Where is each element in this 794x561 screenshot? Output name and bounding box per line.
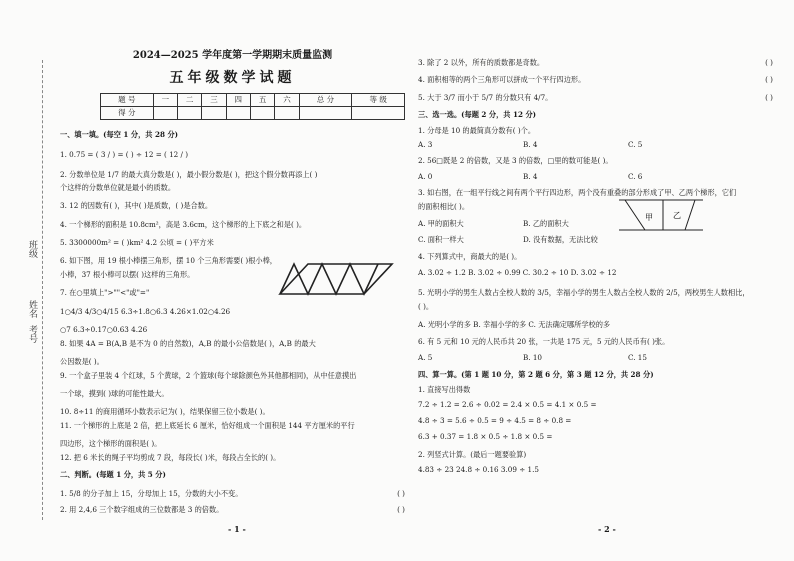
options: C. 面积一样大 D. 没有数据，无法比较	[418, 235, 598, 244]
section-heading: 二、判断。(每题 1 分，共 5 分)	[60, 470, 166, 479]
options: A. 5 B. 10 C. 15	[418, 353, 647, 362]
question: 1. 0.75 = ( 3 / ) = ( ) ÷ 12 = ( 12 / )	[60, 150, 189, 159]
question: 1○4/3 4/3○4/15 6.3÷1.8○6.3 4.26×1.02○4.26	[60, 307, 231, 316]
score-cell: 四	[226, 94, 250, 107]
score-cell: 六	[275, 94, 299, 107]
options: A. 0 B. 4 C. 6	[418, 172, 643, 181]
options: A. 3 B. 4 C. 5	[418, 140, 643, 149]
question: 5. 3300000m² = ( )km² 4.2 公顷 = ( )平方米	[60, 238, 214, 247]
question: 一个球，摸到( )球的可能性最大。	[60, 389, 169, 398]
calc-row: 4.83 ÷ 23 24.8 ÷ 0.16 3.09 ÷ 1.5	[418, 465, 539, 474]
sub-heading: 2. 列竖式计算。(最后一题要验算)	[418, 450, 527, 459]
score-cell: 二	[177, 94, 201, 107]
options: A. 光明小学的多 B. 幸福小学的多 C. 无法确定哪所学校的多	[418, 320, 611, 329]
label-yi: 乙	[673, 211, 681, 220]
answer-paren[interactable]: ( )	[397, 489, 405, 498]
calc-row: 7.2 ÷ 1.2 = 2.6 ÷ 0.02 = 2.4 × 0.5 = 4.1 × 0.5 =	[418, 400, 597, 409]
question: 2. 56□既是 2 的倍数，又是 3 的倍数，□里的数可能是( )。	[418, 156, 613, 165]
answer-paren[interactable]: ( )	[765, 58, 773, 67]
question: 3. 12 的因数有( )，其中( )是质数，( )是合数。	[60, 201, 213, 210]
question: 个这样的分数单位就是最小的质数。	[60, 183, 176, 192]
question: 6. 如下图，用 19 根小棒摆三角形，摆 10 个三角形需要( )根小棒，	[60, 256, 277, 265]
page-number-right: - 2 -	[598, 524, 616, 534]
question: 3. 除了 2 以外，所有的质数都是奇数。	[418, 58, 545, 67]
score-input[interactable]	[153, 107, 177, 120]
question: 5. 大于 3/7 而小于 5/7 的分数只有 4/7。	[418, 93, 553, 102]
section-heading: 四、算一算。(第 1 题 10 分，第 2 题 6 分，第 3 题 12 分，共 28 分)	[418, 370, 654, 379]
question-cont: ( )。	[418, 302, 434, 311]
answer-paren[interactable]: ( )	[397, 505, 405, 514]
score-table-header-row	[101, 94, 405, 107]
question: 2. 分数单位是 1/7 的最大真分数是( )，最小假分数是( )，把这个假分数再添上( )	[60, 170, 318, 179]
question: 4. 一个梯形的面积是 10.8cm²，高是 3.6cm，这个梯形的上下底之和是( )。	[60, 220, 307, 229]
score-cell: 题 号	[101, 94, 154, 107]
question-cont: 的面积相比( )。	[418, 202, 470, 211]
page-number-left: - 1 -	[228, 524, 246, 534]
score-input[interactable]	[177, 107, 201, 120]
question: 11. 一个梯形的上底是 2 倍，把上底延长 6 厘米，恰好组成一个面积是 144 平方厘米的平行	[60, 421, 355, 430]
answer-paren[interactable]: ( )	[765, 93, 773, 102]
question: 公因数是( )。	[60, 357, 104, 366]
question: 5. 光明小学的男生人数占全校人数的 3/5，幸福小学的男生人数占全校人数的 2/5，两校男生人数相比，	[418, 288, 750, 297]
question: 12. 把 6 米长的绳子平均剪成 7 段，每段长( )米，每段占全长的( )。	[60, 453, 281, 462]
trapezoid-figure	[615, 196, 707, 234]
exam-header: 2024—2025 学年度第一学期期末质量监测	[132, 50, 333, 61]
options: A. 甲的面积大 B. 乙的面积大	[418, 219, 569, 228]
score-cell: 得 分	[101, 107, 154, 120]
score-input[interactable]	[202, 107, 226, 120]
question: 2. 用 2,4,6 三个数字组成的三位数都是 3 的倍数。	[60, 505, 224, 514]
score-input[interactable]	[352, 107, 405, 120]
question: 4. 下列算式中，商最大的是( )。	[418, 252, 522, 261]
score-input[interactable]	[250, 107, 274, 120]
score-cell: 总 分	[299, 94, 352, 107]
binding-label-1: 班级	[27, 240, 37, 258]
calc-row: 6.3 + 0.37 = 1.8 × 0.5 ÷ 1.8 × 0.5 =	[418, 432, 553, 441]
question: ○7 6.3÷0.17○0.63 4.26	[60, 325, 148, 334]
score-cell: 五	[250, 94, 274, 107]
answer-paren[interactable]: ( )	[765, 75, 773, 84]
score-input[interactable]	[299, 107, 352, 120]
triangle-strip-figure	[260, 260, 400, 298]
calc-row: 4.8 ÷ 3 = 5.6 ÷ 0.5 = 9 ÷ 4.5 = 8 ÷ 0.8 =	[418, 416, 572, 425]
options: A. 3.02 ÷ 1.2 B. 3.02 ÷ 0.99 C. 30.2 ÷ 10 D. 3.02 ÷ 12	[418, 268, 617, 277]
question: 7. 在○里填上">""<"或"="	[60, 288, 150, 297]
question: 8. 如果 4A = B(A,B 是不为 0 的自然数)，A,B 的最小公倍数是( )，A,B 的最大	[60, 339, 316, 348]
question: 9. 一个盒子里装 4 个红球，5 个黄球，2 个篮球(每个球除颜色外其他都相同)，从中任意摸出	[60, 371, 357, 380]
question: 6. 有 5 元和 10 元的人民币共 20 张，一共是 175 元，5 元的人民币有( )张。	[418, 337, 670, 346]
score-cell: 一	[153, 94, 177, 107]
sub-heading: 1. 直接写出得数	[418, 385, 471, 394]
question: 1. 分母是 10 的最简真分数有( )个。	[418, 126, 536, 135]
question: 小棒，37 根小棒可以摆( )这样的三角形。	[60, 270, 195, 279]
binding-margin	[22, 60, 43, 520]
score-input[interactable]	[226, 107, 250, 120]
exam-title: 五年级数学试题	[169, 70, 296, 86]
question: 1. 5/8 的分子加上 15，分母加上 15，分数的大小不变。	[60, 489, 243, 498]
binding-label-2: 姓名	[27, 300, 37, 318]
label-jia: 甲	[645, 213, 653, 222]
score-table	[100, 93, 405, 120]
question: 10. 8÷11 的商用循环小数表示记为( )，结果保留三位小数是( )。	[60, 407, 270, 416]
binding-label-3: 考号	[27, 325, 37, 343]
question: 4. 面积相等的两个三角形可以拼成一个平行四边形。	[418, 75, 586, 84]
question: 四边形，这个梯形的面积是( )。	[60, 439, 162, 448]
score-input[interactable]	[275, 107, 299, 120]
section-heading: 三、选一选。(每题 2 分，共 12 分)	[418, 110, 537, 119]
score-cell: 三	[202, 94, 226, 107]
section-heading: 一、填一填。(每空 1 分，共 28 分)	[60, 130, 179, 139]
score-cell: 等 级	[352, 94, 405, 107]
score-table-value-row	[101, 107, 405, 120]
question: 3. 如右图，在一组平行线之间有两个平行四边形，两个没有重叠的部分形成了甲、乙两个梯形，它们	[418, 188, 737, 197]
